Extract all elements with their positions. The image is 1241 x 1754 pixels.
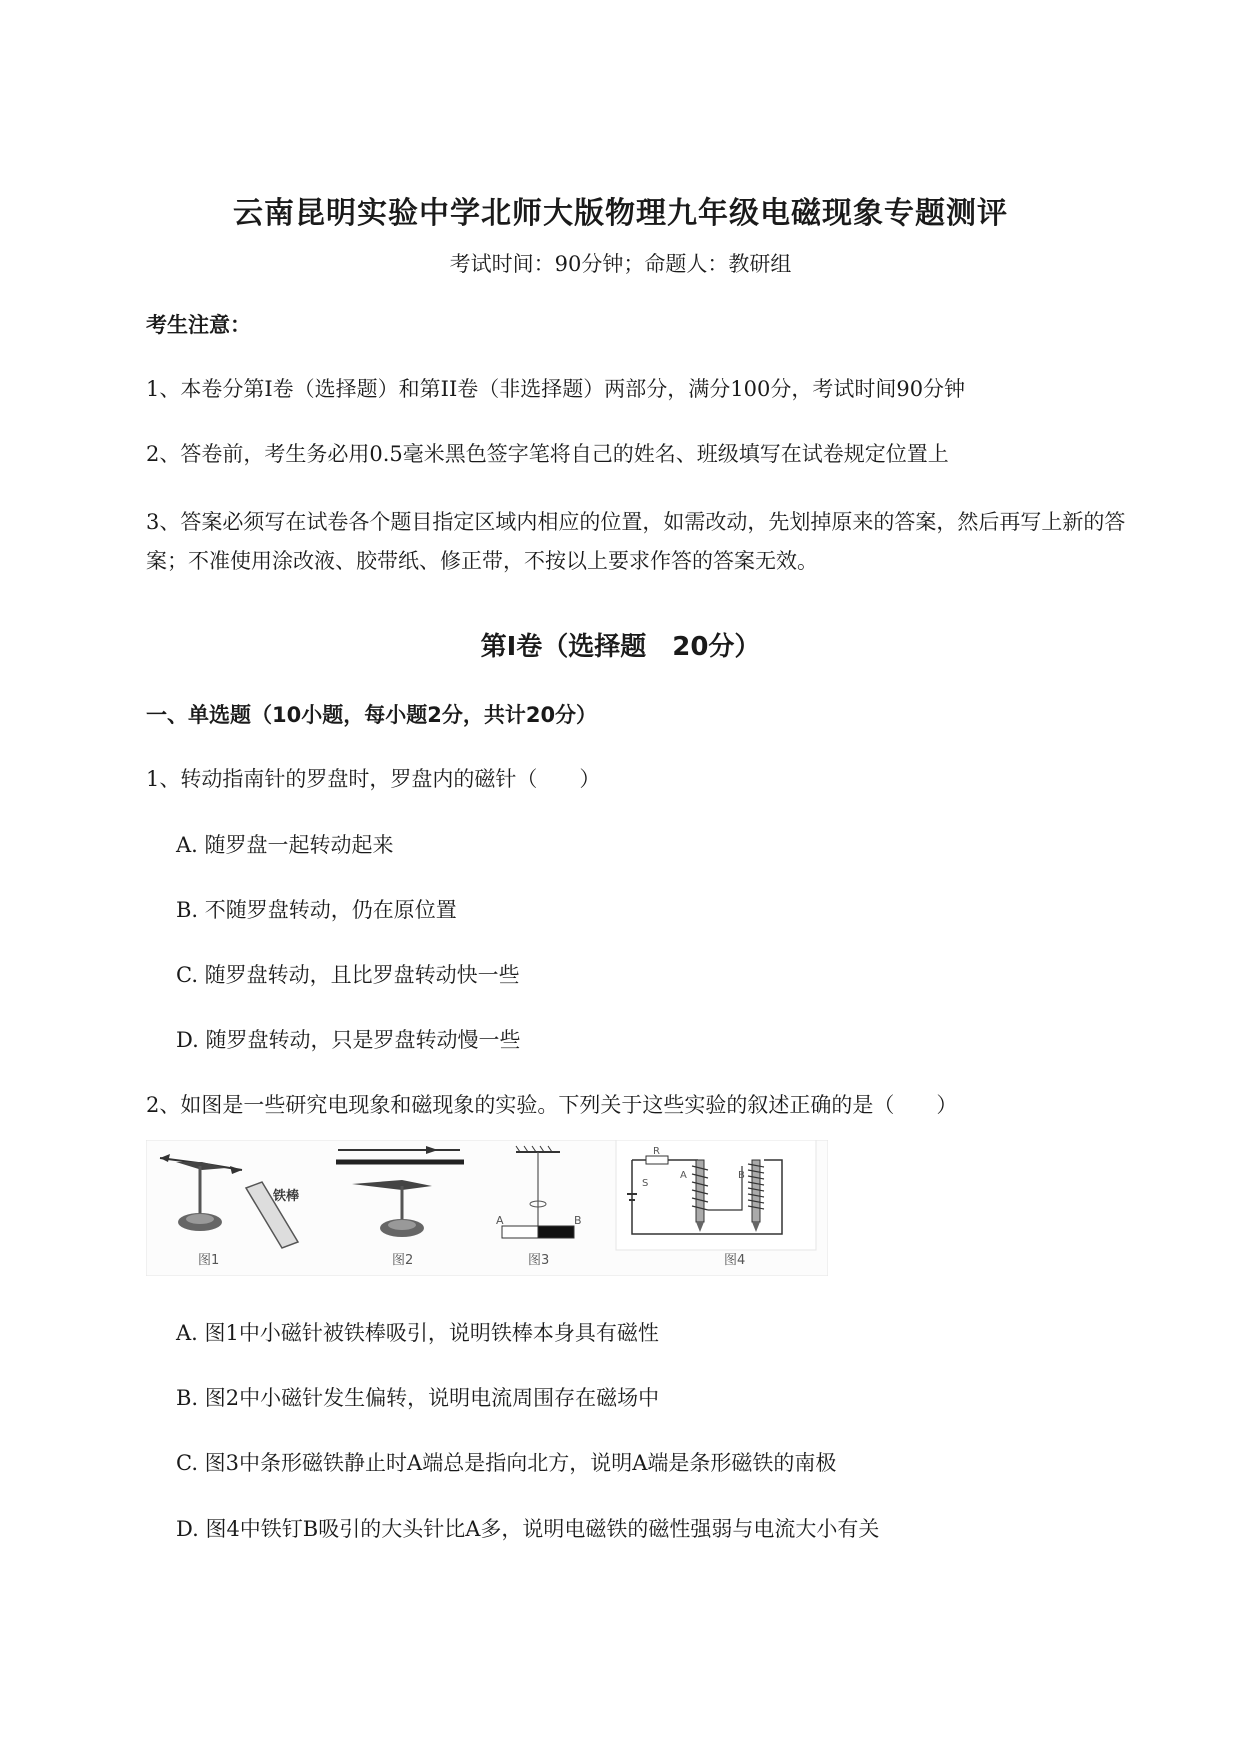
magnet-end-a-label: A	[496, 1214, 504, 1227]
notice-item-2: 2、答卷前，考生务必用0.5毫米黑色签字笔将自己的姓名、班级填写在试卷规定位置上	[146, 442, 949, 466]
figure-4	[616, 1140, 816, 1268]
magnet-end-b-label: B	[574, 1214, 582, 1227]
experiment-figure	[146, 1140, 828, 1276]
nail-b-label: B	[738, 1170, 745, 1181]
figure-4-caption: 图4	[724, 1253, 746, 1268]
iron-rod-label: 铁棒	[273, 1189, 300, 1204]
question-1-option-a: A. 随罗盘一起转动起来	[176, 833, 394, 857]
question-2-stem: 2、如图是一些研究电现象和磁现象的实验。下列关于这些实验的叙述正确的是（ ）	[146, 1093, 958, 1117]
nail-a-label: A	[680, 1170, 687, 1181]
question-2-option-b: B. 图2中小磁针发生偏转，说明电流周围存在磁场中	[176, 1386, 660, 1410]
exam-info: 考试时间：90分钟；命题人：教研组	[449, 252, 792, 276]
question-1-option-b: B. 不随罗盘转动，仍在原位置	[176, 898, 457, 922]
notice-item-3: 3、答案必须写在试卷各个题目指定区域内相应的位置，如需改动，先划掉原来的答案，然后再写上新的答案；不准使用涂改液、胶带纸、修正带，不按以上要求作答的答案无效。	[146, 510, 1126, 573]
question-1-stem: 1、转动指南针的罗盘时，罗盘内的磁针（ ）	[146, 767, 601, 791]
question-2-option-a: A. 图1中小磁针被铁棒吸引，说明铁棒本身具有磁性	[176, 1321, 659, 1345]
figure-1-caption: 图1	[198, 1253, 220, 1268]
notice-heading: 考生注意：	[146, 313, 251, 337]
figure-3-caption: 图3	[528, 1253, 550, 1268]
section-heading: 一、单选题（10小题，每小题2分，共计20分）	[146, 703, 598, 727]
notice-item-1: 1、本卷分第I卷（选择题）和第II卷（非选择题）两部分，满分100分，考试时间90分钟	[146, 377, 966, 401]
resistor-label: R	[653, 1146, 660, 1157]
question-2-option-c: C. 图3中条形磁铁静止时A端总是指向北方，说明A端是条形磁铁的南极	[176, 1451, 837, 1475]
page-title: 云南昆明实验中学北师大版物理九年级电磁现象专题测评	[233, 196, 1008, 231]
question-1-option-c: C. 随罗盘转动，且比罗盘转动快一些	[176, 963, 520, 987]
part1-title: 第I卷（选择题 20分）	[480, 632, 761, 662]
switch-label: S	[642, 1178, 649, 1189]
figure-2-caption: 图2	[392, 1253, 414, 1268]
question-1-option-d: D. 随罗盘转动，只是罗盘转动慢一些	[176, 1028, 521, 1052]
question-2-option-d: D. 图4中铁钉B吸引的大头针比A多，说明电磁铁的磁性强弱与电流大小有关	[176, 1517, 880, 1541]
